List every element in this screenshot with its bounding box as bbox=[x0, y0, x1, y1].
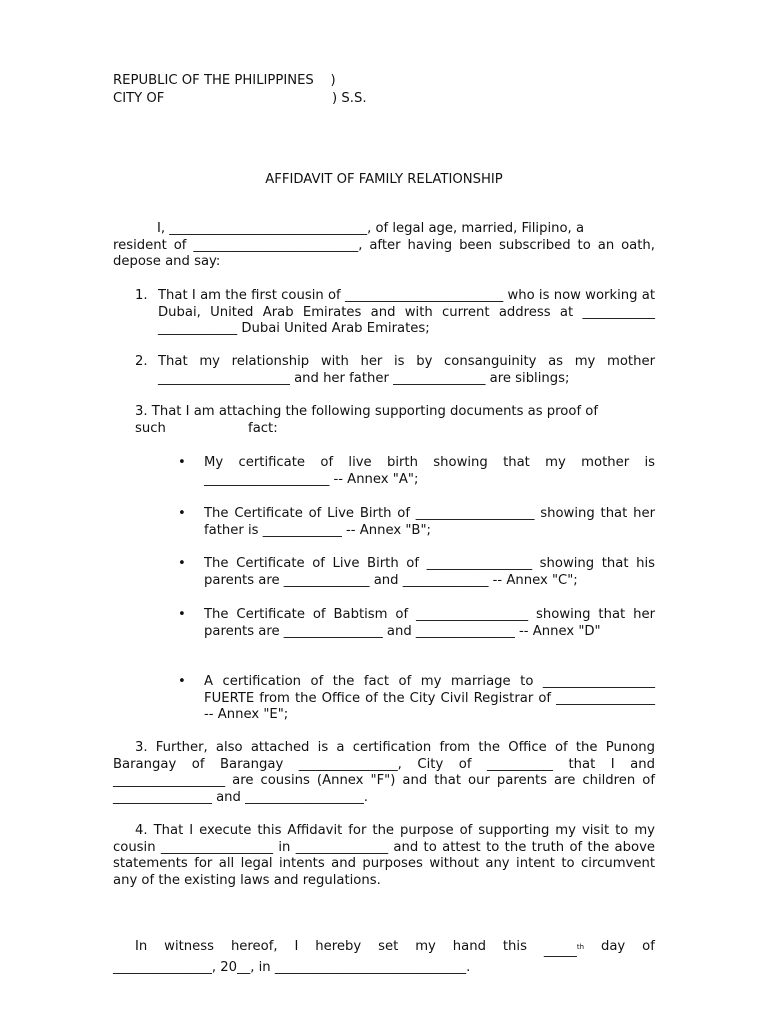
item-1-text: That I am the first cousin of ________________________ who is now working at Dubai, United Arab Emirates and with current address at ___________ ____________ Dubai United Arab Emirates; bbox=[158, 288, 655, 337]
intro-rest: resident of _________________________, after having been subscribed to an oath, depose and say: bbox=[113, 237, 655, 270]
bullet-2-text: The Certificate of Live Birth of __________________ showing that her father is ____________ -- Annex "B"; bbox=[204, 506, 655, 538]
witness-word-3: hereof, bbox=[230, 939, 278, 954]
bullet-4-text: The Certificate of Babtism of _________________ showing that her parents are _______________ and _______________ -- Annex "D" bbox=[204, 607, 655, 639]
witness-line-2: _______________, 20__, in _____________________________. bbox=[113, 959, 471, 975]
document-title: AFFIDAVIT OF FAMILY RELATIONSHIP bbox=[265, 172, 503, 187]
bullet-1-dot: • bbox=[178, 455, 186, 470]
witness-word-6: set bbox=[378, 939, 399, 954]
witness-word-1: In bbox=[135, 939, 148, 954]
intro-line-1 bbox=[113, 221, 655, 238]
witness-word-5: hereby bbox=[315, 939, 362, 954]
witness-word-4: I bbox=[294, 939, 299, 954]
intro-first-line: I, ______________________________, of legal age, married, Filipino, a bbox=[157, 221, 585, 236]
bullet-2-dot: • bbox=[178, 506, 186, 521]
paragraph-further: 3. Further, also attached is a certification from the Office of the Punong Barangay of Barangay _______________, City of __________ that I and _________________ are cousins (Annex "F") and that our parents are children of _______________ and __________________. bbox=[113, 740, 655, 805]
witness-word-7: my bbox=[415, 939, 436, 954]
item-3-such: such bbox=[135, 420, 166, 436]
item-3-line-1: 3. That I am attaching the following supporting documents as proof of bbox=[135, 404, 598, 419]
witness-word-day: day bbox=[600, 939, 626, 954]
header-republic: REPUBLIC OF THE PHILIPPINES ) bbox=[113, 73, 336, 88]
witness-day-line: _____ bbox=[543, 943, 577, 958]
item-2-number: 2. bbox=[135, 354, 148, 369]
witness-th-superscript: th bbox=[576, 943, 585, 951]
item-3 bbox=[135, 404, 655, 437]
witness-word-2: witness bbox=[164, 939, 215, 954]
witness-day-blank bbox=[544, 939, 584, 960]
paragraph-purpose: 4. That I execute this Affidavit for the purpose of supporting my visit to my cousin _________________ in ______________ and to attest to the truth of the above statements for all legal intents and purposes without any intent to circumvent any of the existing laws and regulations. bbox=[113, 823, 655, 888]
witness-word-8: hand bbox=[452, 939, 486, 954]
witness-word-of: of bbox=[642, 939, 655, 954]
item-3-line-2 bbox=[135, 421, 655, 438]
witness-word-9: this bbox=[502, 939, 527, 954]
item-1-number: 1. bbox=[135, 288, 148, 303]
bullet-1-text: My certificate of live birth showing that my mother is ___________________ -- Annex "A"; bbox=[204, 455, 655, 487]
witness-clause bbox=[113, 939, 655, 976]
intro-paragraph bbox=[113, 221, 655, 271]
item-2-text: That my relationship with her is by consanguinity as my mother ____________________ and her father ______________ are siblings; bbox=[158, 354, 655, 386]
bullet-4-dot: • bbox=[178, 607, 186, 622]
bullet-5-text: A certification of the fact of my marriage to _________________ FUERTE from the Office of the City Civil Registrar of _______________ -- Annex "E"; bbox=[204, 674, 655, 723]
bullet-5-dot: • bbox=[178, 674, 186, 689]
header-city: CITY OF ) S.S. bbox=[113, 91, 367, 106]
witness-line-1 bbox=[113, 939, 655, 960]
item-3-fact: fact: bbox=[248, 420, 278, 436]
bullet-3-dot: • bbox=[178, 556, 186, 571]
bullet-3-text: The Certificate of Live Birth of ________________ showing that his parents are _____________ and _____________ -- Annex "C"; bbox=[204, 556, 655, 588]
